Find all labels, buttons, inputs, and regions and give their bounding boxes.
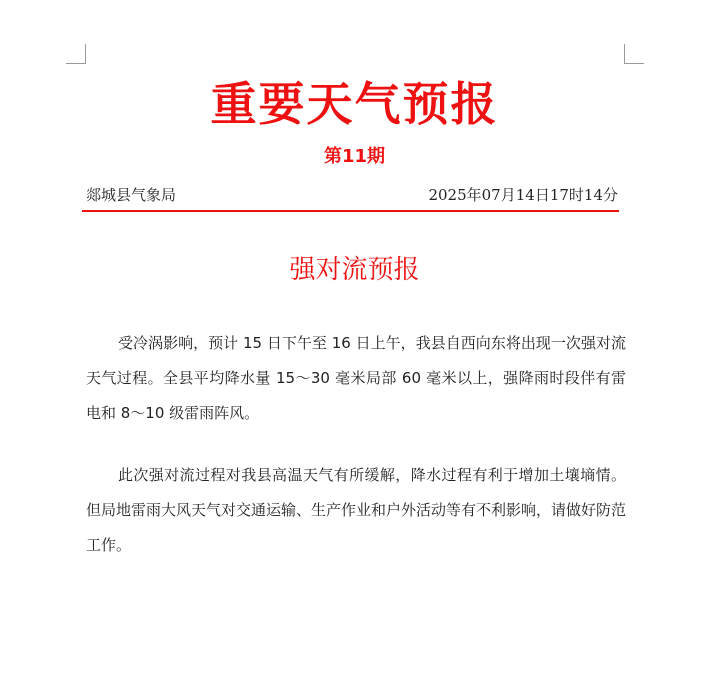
body-paragraph-2: 此次强对流过程对我县高温天气有所缓解，降水过程有利于增加土壤墒情。但局地雷雨大风天气对交通运输、生产作业和户外活动等有不利影响，请做好防范工作。 [86, 466, 627, 554]
page-corner-mark-top-right [624, 44, 644, 64]
issue-number: 第11期 [323, 146, 386, 167]
issuer-date-row [86, 183, 618, 207]
document-title: 重要天气预报 [210, 77, 499, 131]
header-divider [82, 210, 619, 212]
issue-datetime: 2025年07月14日17时14分 [428, 186, 618, 204]
section-title: 强对流预报 [289, 255, 420, 285]
page-corner-mark-top-left [66, 44, 86, 64]
issuer-name: 郯城县气象局 [86, 186, 177, 204]
body-paragraph-1: 受冷涡影响，预计 15 日下午至 16 日上午，我县自西向东将出现一次强对流天气过程。全县平均降水量 15～30 毫米局部 60 毫米以上，强降雨时段伴有雷电和 8～10 级雷雨阵风。 [86, 334, 626, 422]
